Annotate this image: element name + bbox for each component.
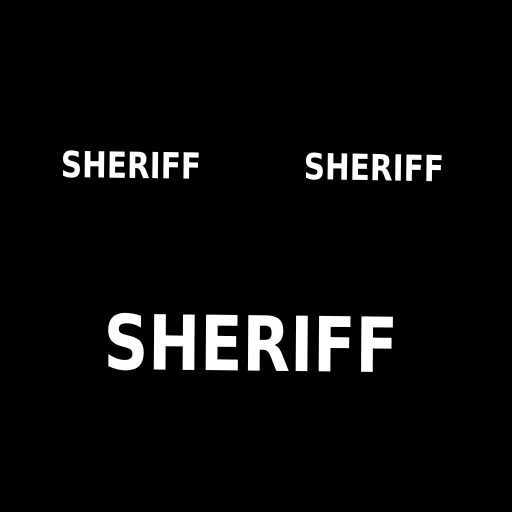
sheriff-label-large: SHERIFF [103, 298, 399, 391]
sheriff-label-small-left: SHERIFF [60, 145, 202, 188]
sheriff-label-small-right: SHERIFF [303, 147, 445, 191]
